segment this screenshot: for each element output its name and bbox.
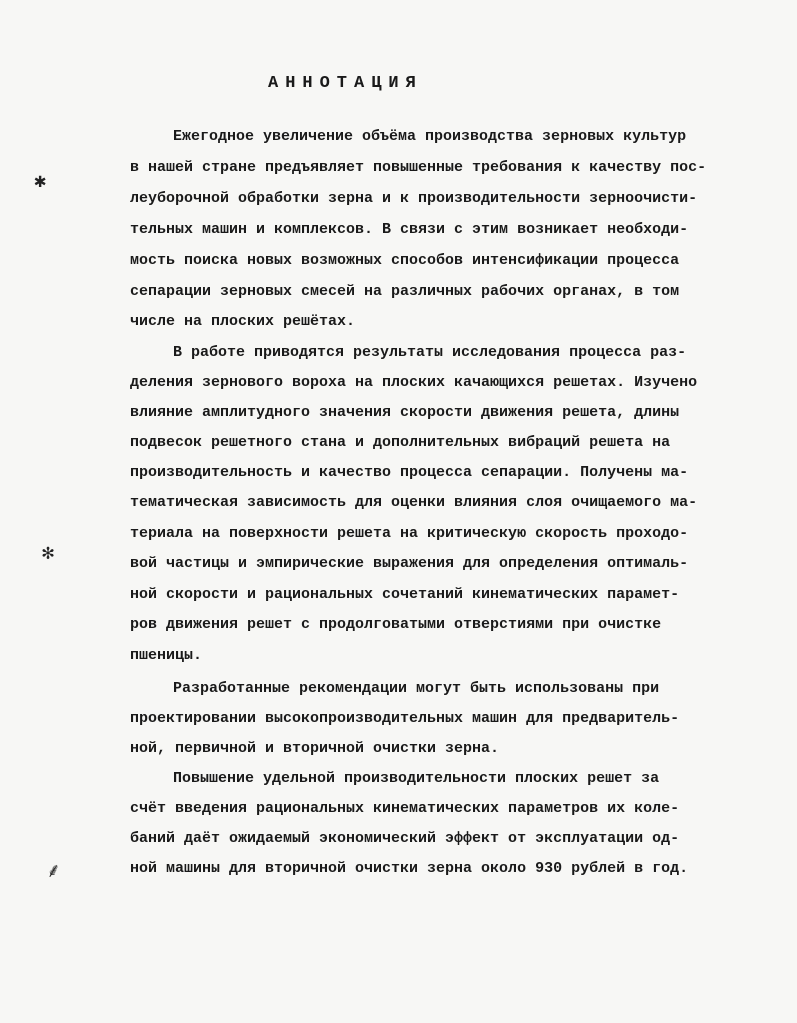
text-line: ной машины для вторичной очистки зерна около 930 рублей в год. xyxy=(130,860,689,877)
text-line: тельных машин и комплексов. В связи с этим возникает необходи- xyxy=(130,221,689,238)
text-line: тематическая зависимость для оценки влияния слоя очищаемого ма- xyxy=(130,494,698,511)
text-line: счёт введения рациональных кинематических параметров их коле- xyxy=(130,800,680,817)
text-line: ров движения решет с продолговатыми отверстиями при очистке xyxy=(130,616,662,633)
text-line: вой частицы и эмпирические выражения для определения оптималь- xyxy=(130,555,689,572)
document-title: АННОТАЦИЯ xyxy=(268,74,423,93)
ink-blot: ✱ xyxy=(34,171,47,194)
text-line: производительность и качество процесса сепарации. Получены ма- xyxy=(130,464,689,481)
text-line: леуборочной обработки зерна и к производительности зерноочисти- xyxy=(130,190,698,207)
ink-blot: ⸙ xyxy=(46,861,61,884)
text-line: числе на плоских решётах. xyxy=(130,313,356,330)
text-line: В работе приводятся результаты исследования процесса раз- xyxy=(173,344,687,361)
text-line: баний даёт ожидаемый экономический эффект от эксплуатации од- xyxy=(130,830,680,847)
text-line: деления зернового вороха на плоских качающихся решетах. Изучено xyxy=(130,374,698,391)
text-line: сепарации зерновых смесей на различных рабочих органах, в том xyxy=(130,283,680,300)
ink-blot: ✻ xyxy=(42,543,55,566)
text-line: ной, первичной и вторичной очистки зерна. xyxy=(130,740,500,757)
text-line: териала на поверхности решета на критическую скорость проходо- xyxy=(130,525,689,542)
text-line: в нашей стране предъявляет повышенные требования к качеству пос- xyxy=(130,159,707,176)
text-line: подвесок решетного стана и дополнительных вибраций решета на xyxy=(130,434,671,451)
text-line: мость поиска новых возможных способов интенсификации процесса xyxy=(130,252,680,269)
text-line: Повышение удельной производительности плоских решет за xyxy=(173,770,660,787)
text-line: Разработанные рекомендации могут быть использованы при xyxy=(173,680,660,697)
text-line: пшеницы. xyxy=(130,647,203,664)
text-line: Ежегодное увеличение объёма производства зерновых культур xyxy=(173,128,687,145)
text-line: ной скорости и рациональных сочетаний кинематических парамет- xyxy=(130,586,680,603)
text-line: проектировании высокопроизводительных машин для предваритель- xyxy=(130,710,680,727)
text-line: влияние амплитудного значения скорости движения решета, длины xyxy=(130,404,680,421)
